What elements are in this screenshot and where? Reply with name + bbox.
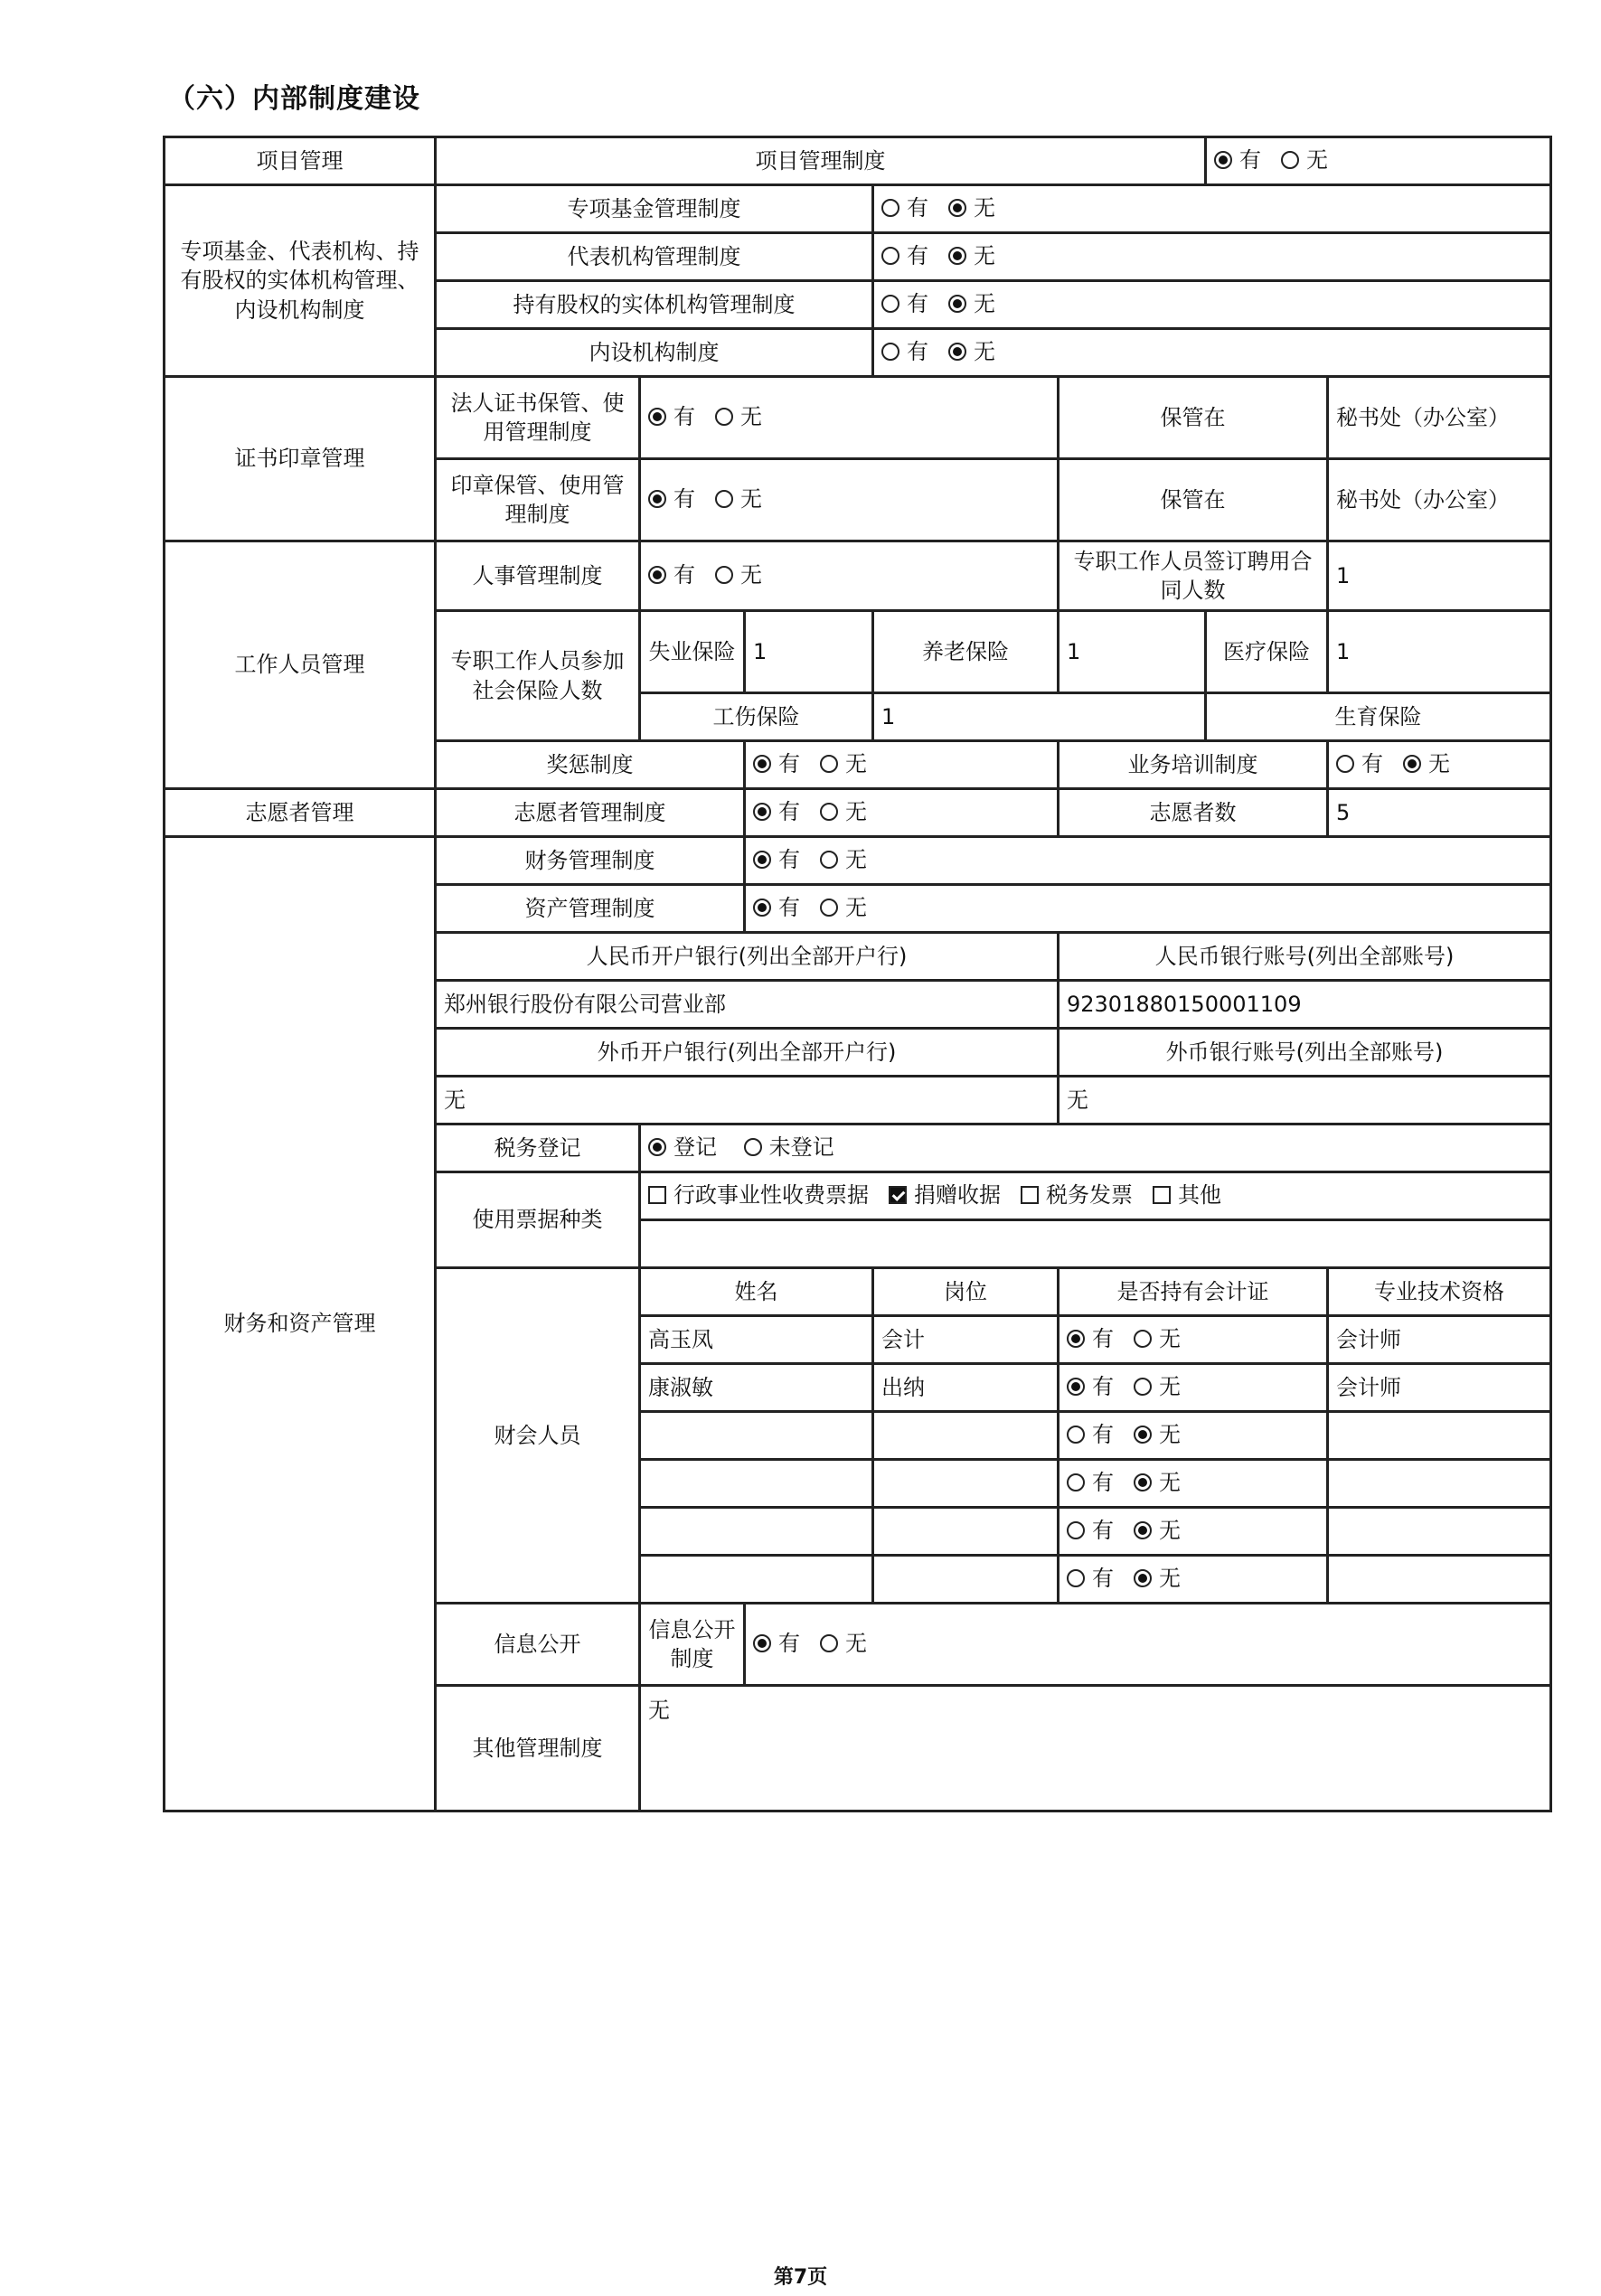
special-category: 专项基金、代表机构、持有股权的实体机构管理、内设机构制度 xyxy=(165,185,436,377)
acc-name xyxy=(640,1556,873,1604)
insurance-label: 专职工作人员参加社会保险人数 xyxy=(436,611,640,741)
checkbox-icon[interactable] xyxy=(889,1186,907,1204)
contract-label: 专职工作人员签订聘用合同人数 xyxy=(1059,541,1328,611)
no-option[interactable]: 无 xyxy=(820,1629,867,1658)
yes-option[interactable]: 有 xyxy=(648,402,695,431)
checkbox-icon[interactable] xyxy=(1021,1186,1039,1204)
radio-icon[interactable] xyxy=(1336,755,1354,773)
radio-icon[interactable] xyxy=(648,1138,666,1156)
no-option[interactable]: 无 xyxy=(1403,749,1450,778)
volunteer-label: 志愿者管理制度 xyxy=(436,789,745,837)
injury-label: 工伤保险 xyxy=(640,693,873,741)
special-yn-1[interactable] xyxy=(873,233,1551,281)
special-yn-3[interactable] xyxy=(873,329,1551,377)
special-label-3: 内设机构制度 xyxy=(436,329,873,377)
finance-label: 财务管理制度 xyxy=(436,837,745,885)
invoice-types[interactable] xyxy=(640,1172,1551,1220)
radio-icon[interactable] xyxy=(1134,1426,1152,1444)
rmb-bank: 郑州银行股份有限公司营业部 xyxy=(436,981,1059,1029)
radio-icon[interactable] xyxy=(753,755,771,773)
seal-label-1: 印章保管、使用管理制度 xyxy=(436,459,640,541)
tax-registered-option[interactable]: 登记 xyxy=(648,1133,717,1162)
seal-row-0 xyxy=(165,377,1551,459)
radio-icon[interactable] xyxy=(753,851,771,869)
other-label: 其他管理制度 xyxy=(436,1686,640,1811)
special-label-0: 专项基金管理制度 xyxy=(436,185,873,233)
radio-icon[interactable] xyxy=(648,408,666,426)
rmb-account-label: 人民币银行账号(列出全部账号) xyxy=(1059,933,1551,981)
radio-icon[interactable] xyxy=(648,566,666,584)
no-option[interactable]: 无 xyxy=(1134,1516,1181,1545)
radio-icon[interactable] xyxy=(715,566,733,584)
no-option[interactable]: 无 xyxy=(715,560,762,589)
acc-name xyxy=(640,1508,873,1556)
no-option[interactable]: 无 xyxy=(1134,1564,1181,1593)
seal-keeper-0: 秘书处（办公室） xyxy=(1328,377,1551,459)
finance-category: 财务和资产管理 xyxy=(165,837,436,1811)
asset-yn[interactable] xyxy=(745,885,1551,933)
yes-option[interactable]: 有 xyxy=(753,797,800,826)
radio-icon[interactable] xyxy=(1067,1378,1085,1396)
radio-icon[interactable] xyxy=(1067,1521,1085,1539)
seal-keeper-label-0: 保管在 xyxy=(1059,377,1328,459)
yes-option[interactable]: 有 xyxy=(648,485,695,513)
radio-icon[interactable] xyxy=(715,490,733,508)
special-label-2: 持有股权的实体机构管理制度 xyxy=(436,281,873,329)
unemployment-label: 失业保险 xyxy=(640,611,745,693)
acc-qual xyxy=(1328,1412,1551,1460)
disclosure-yn[interactable] xyxy=(745,1604,1551,1686)
seal-keeper-1: 秘书处（办公室） xyxy=(1328,459,1551,541)
yes-option[interactable]: 有 xyxy=(1336,749,1383,778)
invoice-type-option[interactable]: 其他 xyxy=(1153,1181,1221,1209)
radio-icon[interactable] xyxy=(881,199,899,217)
radio-icon[interactable] xyxy=(1214,151,1232,169)
acc-post xyxy=(873,1412,1059,1460)
radio-icon[interactable] xyxy=(1403,755,1421,773)
fx-account: 无 xyxy=(1059,1077,1551,1124)
disclosure-sub: 信息公开制度 xyxy=(640,1604,745,1686)
yes-option[interactable]: 有 xyxy=(881,289,928,318)
acc-cert[interactable] xyxy=(1059,1412,1328,1460)
acc-name xyxy=(640,1412,873,1460)
invoice-type-option[interactable]: 税务发票 xyxy=(1021,1181,1133,1209)
radio-icon[interactable] xyxy=(744,1138,762,1156)
radio-icon[interactable] xyxy=(820,755,838,773)
fx-bank: 无 xyxy=(436,1077,1059,1124)
radio-icon[interactable] xyxy=(1067,1473,1085,1491)
training-label: 业务培训制度 xyxy=(1059,741,1328,789)
radio-icon[interactable] xyxy=(753,899,771,917)
yes-option[interactable]: 有 xyxy=(1067,1564,1114,1593)
volunteer-category: 志愿者管理 xyxy=(165,789,436,837)
acc-header-post: 岗位 xyxy=(873,1268,1059,1316)
acc-header-qual: 专业技术资格 xyxy=(1328,1268,1551,1316)
acc-post xyxy=(873,1508,1059,1556)
checkbox-icon[interactable] xyxy=(648,1186,666,1204)
no-option[interactable]: 无 xyxy=(1134,1372,1181,1401)
acc-post: 出纳 xyxy=(873,1364,1059,1412)
acc-cert[interactable] xyxy=(1059,1460,1328,1508)
volunteer-yn[interactable] xyxy=(745,789,1059,837)
yes-option[interactable]: 有 xyxy=(881,241,928,270)
no-option[interactable]: 无 xyxy=(1134,1324,1181,1353)
checkbox-icon[interactable] xyxy=(1153,1186,1171,1204)
acc-qual xyxy=(1328,1508,1551,1556)
radio-icon[interactable] xyxy=(648,490,666,508)
special-yn-0[interactable] xyxy=(873,185,1551,233)
no-option[interactable]: 无 xyxy=(820,749,867,778)
finance-yn[interactable] xyxy=(745,837,1551,885)
yes-option[interactable]: 有 xyxy=(1067,1324,1114,1353)
yes-option[interactable]: 有 xyxy=(881,337,928,366)
no-option[interactable]: 无 xyxy=(1281,146,1328,174)
radio-icon[interactable] xyxy=(1067,1426,1085,1444)
yes-option[interactable]: 有 xyxy=(1067,1372,1114,1401)
seal-yn-0[interactable] xyxy=(640,377,1059,459)
yes-option[interactable]: 有 xyxy=(1067,1468,1114,1497)
reward-yn[interactable] xyxy=(745,741,1059,789)
asset-label: 资产管理制度 xyxy=(436,885,745,933)
reward-label: 奖惩制度 xyxy=(436,741,745,789)
radio-icon[interactable] xyxy=(753,803,771,821)
radio-icon[interactable] xyxy=(1134,1569,1152,1587)
rmb-account: 92301880150001109 xyxy=(1059,981,1551,1029)
project-row xyxy=(165,137,1551,185)
acc-header-name: 姓名 xyxy=(640,1268,873,1316)
radio-icon[interactable] xyxy=(715,408,733,426)
tax-label: 税务登记 xyxy=(436,1124,640,1172)
injury-value: 1 xyxy=(873,693,1206,741)
invoice-type-option[interactable]: 捐赠收据 xyxy=(889,1181,1001,1209)
acc-post xyxy=(873,1460,1059,1508)
no-option[interactable]: 无 xyxy=(820,797,867,826)
acc-qual xyxy=(1328,1460,1551,1508)
acc-cert[interactable] xyxy=(1059,1364,1328,1412)
unemployment-value: 1 xyxy=(745,611,873,693)
special-label-1: 代表机构管理制度 xyxy=(436,233,873,281)
tax-unregistered-option[interactable]: 未登记 xyxy=(744,1133,834,1162)
acc-cert[interactable] xyxy=(1059,1508,1328,1556)
hr-label: 人事管理制度 xyxy=(436,541,640,611)
no-option[interactable]: 无 xyxy=(1134,1420,1181,1449)
radio-icon[interactable] xyxy=(820,803,838,821)
invoice-blank xyxy=(640,1220,1551,1268)
fx-account-label: 外币银行账号(列出全部账号) xyxy=(1059,1029,1551,1077)
no-option[interactable]: 无 xyxy=(948,337,995,366)
seal-label-0: 法人证书保管、使用管理制度 xyxy=(436,377,640,459)
special-row-0 xyxy=(165,185,1551,233)
no-option[interactable]: 无 xyxy=(948,289,995,318)
acc-cert[interactable] xyxy=(1059,1316,1328,1364)
internal-system-form xyxy=(163,136,1552,1812)
yes-option[interactable]: 有 xyxy=(881,193,928,222)
radio-icon[interactable] xyxy=(1134,1473,1152,1491)
radio-icon[interactable] xyxy=(881,295,899,313)
radio-icon[interactable] xyxy=(948,343,966,361)
project-label: 项目管理制度 xyxy=(436,137,1206,185)
maternity-label: 生育保险 xyxy=(1206,693,1551,741)
yes-option[interactable]: 有 xyxy=(648,560,695,589)
radio-icon[interactable] xyxy=(948,295,966,313)
acc-name: 高玉凤 xyxy=(640,1316,873,1364)
volunteer-count: 5 xyxy=(1328,789,1551,837)
staff-category: 工作人员管理 xyxy=(165,541,436,789)
rmb-bank-label: 人民币开户银行(列出全部开户行) xyxy=(436,933,1059,981)
no-option[interactable]: 无 xyxy=(1134,1468,1181,1497)
tax-options[interactable] xyxy=(640,1124,1551,1172)
radio-icon[interactable] xyxy=(881,247,899,265)
radio-icon[interactable] xyxy=(820,899,838,917)
yes-option[interactable]: 有 xyxy=(753,1629,800,1658)
medical-value: 1 xyxy=(1328,611,1551,693)
section-title: （六）内部制度建设 xyxy=(168,83,420,115)
pension-label: 养老保险 xyxy=(873,611,1059,693)
radio-icon[interactable] xyxy=(820,851,838,869)
radio-icon[interactable] xyxy=(948,247,966,265)
staff-row-hr xyxy=(165,541,1551,611)
radio-icon[interactable] xyxy=(881,343,899,361)
yes-option[interactable]: 有 xyxy=(1067,1516,1114,1545)
yes-option[interactable]: 有 xyxy=(1067,1420,1114,1449)
acc-name xyxy=(640,1460,873,1508)
acc-header-cert: 是否持有会计证 xyxy=(1059,1268,1328,1316)
radio-icon[interactable] xyxy=(820,1634,838,1652)
acc-name: 康淑敏 xyxy=(640,1364,873,1412)
yes-option[interactable]: 有 xyxy=(753,893,800,922)
radio-icon[interactable] xyxy=(1134,1521,1152,1539)
disclosure-label: 信息公开 xyxy=(436,1604,640,1686)
acc-qual: 会计师 xyxy=(1328,1316,1551,1364)
project-yn[interactable] xyxy=(1206,137,1551,185)
training-yn[interactable] xyxy=(1328,741,1551,789)
radio-icon[interactable] xyxy=(753,1634,771,1652)
acc-qual xyxy=(1328,1556,1551,1604)
acc-cert[interactable] xyxy=(1059,1556,1328,1604)
no-option[interactable]: 无 xyxy=(948,193,995,222)
radio-icon[interactable] xyxy=(1067,1330,1085,1348)
project-category: 项目管理 xyxy=(165,137,436,185)
volunteer-row xyxy=(165,789,1551,837)
no-option[interactable]: 无 xyxy=(715,402,762,431)
page-number: 第7页 xyxy=(773,2266,828,2289)
radio-icon[interactable] xyxy=(1134,1330,1152,1348)
pension-value: 1 xyxy=(1059,611,1206,693)
no-option[interactable]: 无 xyxy=(715,485,762,513)
hr-yn[interactable] xyxy=(640,541,1059,611)
volunteer-count-label: 志愿者数 xyxy=(1059,789,1328,837)
yes-option[interactable]: 有 xyxy=(753,749,800,778)
acc-post xyxy=(873,1556,1059,1604)
invoice-label: 使用票据种类 xyxy=(436,1172,640,1268)
other-value: 无 xyxy=(640,1686,1551,1811)
invoice-type-option[interactable]: 行政事业性收费票据 xyxy=(648,1181,869,1209)
yes-option[interactable]: 有 xyxy=(1214,146,1261,174)
fx-bank-label: 外币开户银行(列出全部开户行) xyxy=(436,1029,1059,1077)
radio-icon[interactable] xyxy=(948,199,966,217)
radio-icon[interactable] xyxy=(1134,1378,1152,1396)
accountant-label: 财会人员 xyxy=(436,1268,640,1604)
no-option[interactable]: 无 xyxy=(948,241,995,270)
seal-keeper-label-1: 保管在 xyxy=(1059,459,1328,541)
seal-yn-1[interactable] xyxy=(640,459,1059,541)
acc-post: 会计 xyxy=(873,1316,1059,1364)
contract-count: 1 xyxy=(1328,541,1551,611)
medical-label: 医疗保险 xyxy=(1206,611,1328,693)
finance-row xyxy=(165,837,1551,885)
yes-option[interactable]: 有 xyxy=(753,845,800,874)
no-option[interactable]: 无 xyxy=(820,845,867,874)
radio-icon[interactable] xyxy=(1281,151,1299,169)
radio-icon[interactable] xyxy=(1067,1569,1085,1587)
acc-qual: 会计师 xyxy=(1328,1364,1551,1412)
seal-category: 证书印章管理 xyxy=(165,377,436,541)
no-option[interactable]: 无 xyxy=(820,893,867,922)
special-yn-2[interactable] xyxy=(873,281,1551,329)
